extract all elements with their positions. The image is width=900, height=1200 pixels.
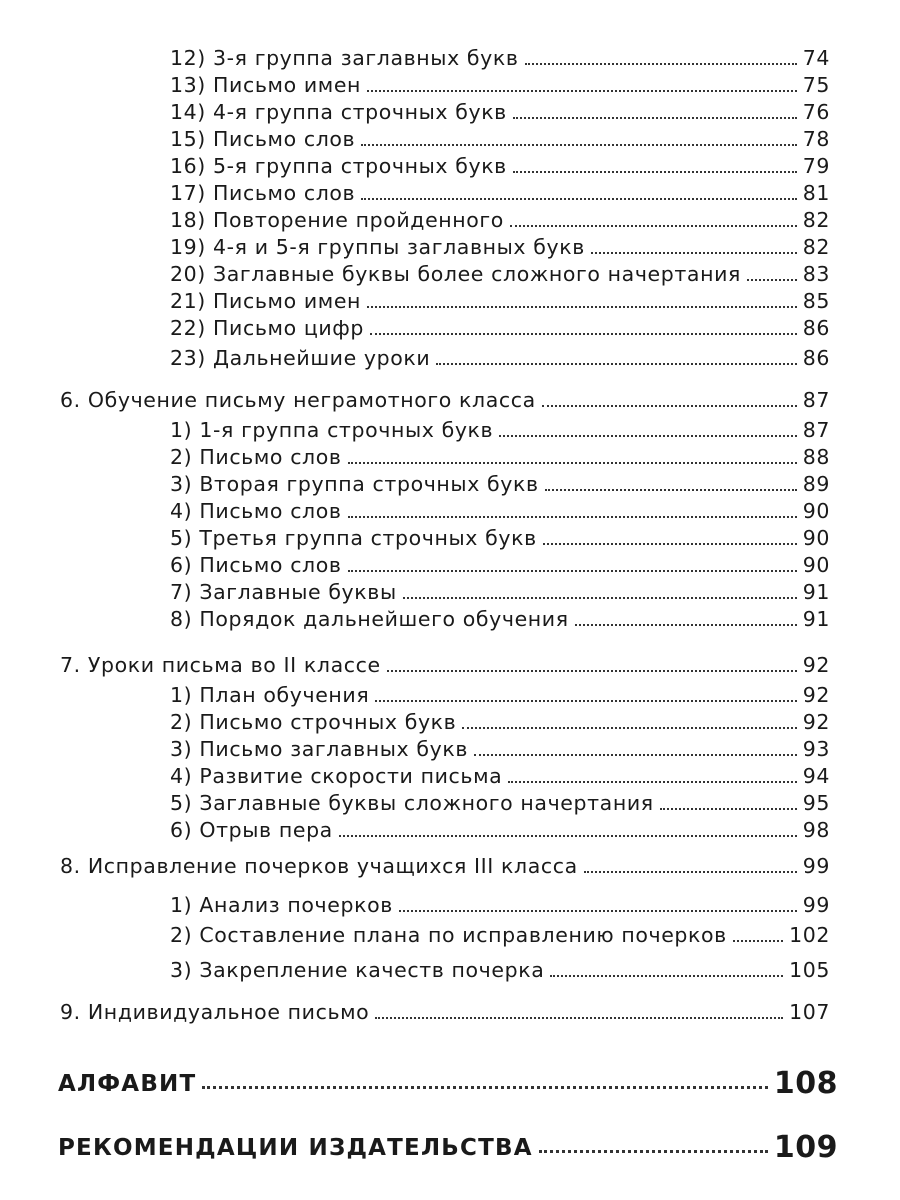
- toc-section-7: [0, 647, 900, 677]
- entry-page: 78: [802, 127, 830, 151]
- leader-dots: [550, 975, 783, 977]
- leader-dots: [543, 543, 797, 545]
- section-title: 9. Индивидуальное письмо: [60, 1000, 370, 1024]
- leader-dots: [660, 808, 797, 810]
- entry-number: 6): [170, 818, 193, 842]
- entry-number: 4): [170, 764, 193, 788]
- toc-entry: [0, 202, 900, 232]
- leader-dots: [510, 225, 797, 227]
- entry-number: 7): [170, 580, 193, 604]
- entry-number: 3): [170, 472, 193, 496]
- entry-number: 22): [170, 316, 206, 340]
- leader-dots: [575, 624, 797, 626]
- entry-page: 79: [802, 154, 830, 178]
- toc-entry: [0, 121, 900, 151]
- toc-entry: [0, 785, 900, 815]
- entry-title: Отрыв пера: [199, 818, 333, 842]
- entry-page: 95: [802, 791, 830, 815]
- entry-number: 6): [170, 553, 193, 577]
- entry-number: 2): [170, 445, 193, 469]
- entry-page: 83: [802, 262, 830, 286]
- entry-number: 3): [170, 958, 193, 982]
- toc-entry: [0, 574, 900, 604]
- entry-page: 90: [802, 553, 830, 577]
- leader-dots: [733, 940, 783, 942]
- entry-number: 23): [170, 346, 206, 370]
- leader-dots: [513, 171, 797, 173]
- entry-title: Составление плана по исправлению почерков: [199, 923, 727, 947]
- entry-title: 4-я группа строчных букв: [213, 100, 507, 124]
- entry-title: Повторение пройденного: [213, 208, 504, 232]
- entry-page: 75: [802, 73, 830, 97]
- toc-entry: [0, 310, 900, 340]
- leader-dots: [462, 727, 796, 729]
- entry-title: Письмо слов: [213, 127, 356, 151]
- leader-dots: [375, 700, 796, 702]
- toc-entry: [0, 94, 900, 124]
- section-page: 99: [802, 854, 830, 878]
- leader-dots: [348, 462, 797, 464]
- entry-number: 16): [170, 154, 206, 178]
- entry-title: Анализ почерков: [199, 893, 393, 917]
- recommendations-page: 109: [773, 1130, 838, 1165]
- entry-page: 90: [802, 526, 830, 550]
- leader-dots: [399, 910, 797, 912]
- entry-title: 4-я и 5-я группы заглавных букв: [213, 235, 585, 259]
- entry-title: Письмо заглавных букв: [199, 737, 469, 761]
- entry-number: 1): [170, 418, 193, 442]
- leader-dots: [539, 1150, 768, 1153]
- entry-number: 14): [170, 100, 206, 124]
- entry-title: Заглавные буквы: [199, 580, 397, 604]
- leader-dots: [387, 670, 797, 672]
- toc-section-8: [0, 848, 900, 878]
- entry-title: Заглавные буквы сложного начертания: [199, 791, 654, 815]
- leader-dots: [403, 597, 797, 599]
- entry-title: Письмо строчных букв: [199, 710, 457, 734]
- toc-recommendations: [0, 1124, 900, 1165]
- entry-page: 82: [802, 235, 830, 259]
- toc-entry: [0, 412, 900, 442]
- section-page: 107: [789, 1000, 830, 1024]
- toc-entry: [0, 67, 900, 97]
- entry-page: 81: [802, 181, 830, 205]
- entry-page: 90: [802, 499, 830, 523]
- entry-page: 92: [802, 710, 830, 734]
- entry-title: Порядок дальнейшего обучения: [199, 607, 569, 631]
- leader-dots: [525, 63, 797, 65]
- entry-number: 3): [170, 737, 193, 761]
- leader-dots: [747, 279, 797, 281]
- leader-dots: [545, 489, 797, 491]
- leader-dots: [542, 405, 797, 407]
- entry-page: 91: [802, 580, 830, 604]
- entry-title: Письмо слов: [199, 499, 342, 523]
- entry-number: 4): [170, 499, 193, 523]
- toc-entry: [0, 229, 900, 259]
- toc-entry: [0, 601, 900, 631]
- toc-entry: [0, 731, 900, 761]
- section-page: 92: [802, 653, 830, 677]
- toc-section-6: [0, 382, 900, 412]
- entry-page: 89: [802, 472, 830, 496]
- leader-dots: [436, 363, 796, 365]
- entry-title: 1-я группа строчных букв: [199, 418, 494, 442]
- entry-number: 8): [170, 607, 193, 631]
- entry-number: 12): [170, 46, 206, 70]
- toc-section-9: [0, 994, 900, 1024]
- leader-dots: [513, 117, 797, 119]
- alphabet-title: АЛФАВИТ: [58, 1071, 197, 1097]
- toc-entry: [0, 704, 900, 734]
- toc-entry: [0, 40, 900, 70]
- entry-title: Развитие скорости письма: [199, 764, 503, 788]
- leader-dots: [584, 871, 797, 873]
- entry-title: Вторая группа строчных букв: [199, 472, 539, 496]
- toc-entry: [0, 520, 900, 550]
- toc-entry: [0, 256, 900, 286]
- alphabet-page: 108: [773, 1066, 838, 1101]
- section-title: 8. Исправление почерков учащихся III класса: [60, 854, 578, 878]
- entry-page: 91: [802, 607, 830, 631]
- leader-dots: [591, 252, 797, 254]
- entry-number: 5): [170, 526, 193, 550]
- entry-title: 5-я группа строчных букв: [213, 154, 507, 178]
- entry-page: 99: [802, 893, 830, 917]
- entry-page: 105: [789, 958, 830, 982]
- entry-number: 15): [170, 127, 206, 151]
- entry-page: 92: [802, 683, 830, 707]
- entry-page: 86: [802, 346, 830, 370]
- entry-title: Письмо слов: [199, 445, 342, 469]
- toc-entry: [0, 917, 900, 947]
- recommendations-title: РЕКОМЕНДАЦИИ ИЗДАТЕЛЬСТВА: [58, 1135, 533, 1161]
- entry-number: 13): [170, 73, 206, 97]
- entry-number: 2): [170, 710, 193, 734]
- entry-title: Письмо имен: [213, 73, 362, 97]
- entry-title: Закрепление качеств почерка: [199, 958, 545, 982]
- entry-number: 1): [170, 893, 193, 917]
- entry-title: Третья группа строчных букв: [199, 526, 537, 550]
- section-title: 6. Обучение письму неграмотного класса: [60, 388, 536, 412]
- entry-page: 93: [802, 737, 830, 761]
- entry-number: 2): [170, 923, 193, 947]
- entry-page: 74: [802, 46, 830, 70]
- entry-page: 76: [802, 100, 830, 124]
- entry-title: План обучения: [199, 683, 370, 707]
- leader-dots: [348, 516, 797, 518]
- leader-dots: [361, 198, 796, 200]
- entry-page: 88: [802, 445, 830, 469]
- entry-number: 1): [170, 683, 193, 707]
- leader-dots: [202, 1086, 767, 1089]
- toc-entry: [0, 439, 900, 469]
- section-page: 87: [802, 388, 830, 412]
- entry-page: 102: [789, 923, 830, 947]
- entry-page: 85: [802, 289, 830, 313]
- entry-page: 87: [802, 418, 830, 442]
- toc-entry: [0, 677, 900, 707]
- entry-number: 21): [170, 289, 206, 313]
- toc-entry: [0, 148, 900, 178]
- entry-title: Письмо слов: [213, 181, 356, 205]
- leader-dots: [375, 1017, 783, 1019]
- leader-dots: [367, 90, 797, 92]
- entry-number: 5): [170, 791, 193, 815]
- section-title: 7. Уроки письма во II классе: [60, 653, 381, 677]
- entry-page: 94: [802, 764, 830, 788]
- leader-dots: [370, 333, 797, 335]
- entry-title: Письмо имен: [213, 289, 362, 313]
- entry-title: Заглавные буквы более сложного начертания: [213, 262, 741, 286]
- entry-number: 20): [170, 262, 206, 286]
- toc-entry: [0, 493, 900, 523]
- leader-dots: [348, 570, 797, 572]
- entry-page: 82: [802, 208, 830, 232]
- toc-entry: [0, 175, 900, 205]
- toc-entry: [0, 547, 900, 577]
- toc-entry: [0, 887, 900, 917]
- leader-dots: [508, 781, 796, 783]
- entry-title: Дальнейшие уроки: [213, 346, 431, 370]
- entry-number: 17): [170, 181, 206, 205]
- toc-entry: [0, 952, 900, 982]
- entry-number: 19): [170, 235, 206, 259]
- toc-entry: [0, 812, 900, 842]
- leader-dots: [474, 754, 797, 756]
- leader-dots: [499, 435, 796, 437]
- leader-dots: [367, 306, 797, 308]
- toc-entry: [0, 466, 900, 496]
- leader-dots: [361, 144, 796, 146]
- toc-entry: [0, 283, 900, 313]
- toc-entry: [0, 340, 900, 370]
- toc-alphabet: [0, 1060, 900, 1101]
- entry-title: Письмо цифр: [213, 316, 365, 340]
- toc-entry: [0, 758, 900, 788]
- leader-dots: [339, 835, 797, 837]
- entry-page: 86: [802, 316, 830, 340]
- entry-number: 18): [170, 208, 206, 232]
- entry-title: Письмо слов: [199, 553, 342, 577]
- entry-page: 98: [802, 818, 830, 842]
- entry-title: 3-я группа заглавных букв: [213, 46, 519, 70]
